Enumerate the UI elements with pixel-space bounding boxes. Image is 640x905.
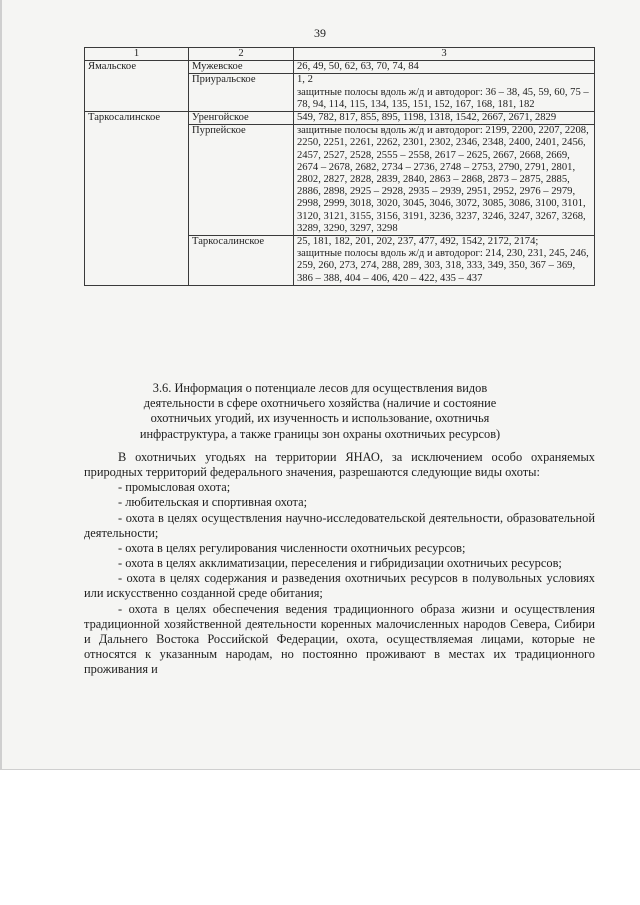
table-header-row: [85, 48, 595, 61]
quarters-cell: 26, 49, 50, 62, 63, 70, 74, 84: [294, 61, 595, 74]
quarters-cell: защитные полосы вдоль ж/д и автодорог: 2199, 2200, 2207, 2208, 2250, 2251, 2261, 2262, 2301, 2302, 2346, 2348, 2400, 2401, 2456, 2457, 2527, 2528, 2555 – 2558, 2617 – 2625, 2667, 2668, 2669, 2674 – 2678, 2682, 2734 – 2736, 2748 – 2753, 2790, 2791, 2801, 2802, 2827, 2828, 2839, 2840, 2863 – 2868, 2873 – 2875, 2885, 2886, 2898, 2925 – 2928, 2935 – 2939, 2951, 2952, 2976 – 2979, 2998, 2999, 3018, 3020, 3045, 3046, 3072, 3085, 3086, 3100, 3101, 3120, 3121, 3155, 3156, 3191, 3236, 3237, 3246, 3247, 3267, 3268, 3289, 3290, 3297, 3298: [294, 125, 595, 236]
page-number: 39: [314, 26, 326, 40]
section-heading-line: охотничьих угодий, их изученность и использование, охотничья: [150, 411, 490, 426]
quarters-cell: 549, 782, 817, 855, 895, 1198, 1318, 1542, 2667, 2671, 2829: [294, 112, 595, 125]
quarters-cell: 1, 2 защитные полосы вдоль ж/д и автодорог: 36 – 38, 45, 59, 60, 75 – 78, 94, 114, 115, 134, 135, 151, 152, 167, 168, 181, 182: [294, 74, 595, 112]
table-row: [85, 236, 595, 286]
section-heading-line: инфраструктура, а также границы зон охраны охотничьих ресурсов): [139, 426, 501, 441]
quarters-cell: 25, 181, 182, 201, 202, 237, 477, 492, 1542, 2172, 2174; защитные полосы вдоль ж/д и автодорог: 214, 230, 231, 245, 246, 259, 260, 273, 274, 288, 289, 303, 318, 333, 349, 350, 367 – 369, 386 – 388, 404 – 406, 420 – 422, 435 – 437: [294, 236, 595, 286]
district-cell: Уренгойское: [189, 112, 294, 125]
list-item: - охота в целях акклиматизации, переселения и гибридизации охотничьих ресурсов;: [118, 556, 562, 571]
district-cell: Пурпейское: [189, 125, 294, 236]
section-heading-line: 3.6. Информация о потенциале лесов для осуществления видов: [152, 381, 488, 395]
forestry-cell: [85, 236, 189, 286]
section-heading-line: деятельности в сфере охотничьего хозяйства (наличие и состояние: [143, 396, 497, 411]
district-cell: Таркосалинское: [189, 236, 294, 286]
table-row: [85, 112, 595, 125]
list-item: - любительская и спортивная охота;: [118, 495, 308, 510]
table-header-cell: 2: [189, 48, 294, 61]
table-row: [85, 61, 595, 74]
forest-quarters-table: [84, 47, 595, 286]
table-header-cell: 3: [294, 48, 595, 61]
district-cell: Мужевское: [189, 61, 294, 74]
paragraph: В охотничьих угодьях на территории ЯНАО, за исключением особо охраняемых природных территорий федерального значения, разрешаются следующие виды охоты:: [84, 450, 595, 480]
forestry-cell: [85, 125, 189, 236]
list-item: - охота в целях содержания и разведения охотничьих ресурсов в полувольных условиях или искусственно созданной среде обитания;: [84, 571, 595, 601]
section-heading: [100, 381, 540, 442]
forestry-cell: Таркосалинское: [85, 112, 189, 125]
district-cell: Приуральское: [189, 74, 294, 112]
section-body: [84, 450, 595, 677]
list-item: - промысловая охота;: [118, 480, 231, 495]
forestry-cell: Ямальское: [85, 61, 189, 74]
table-row: [85, 74, 595, 112]
table-header-cell: 1: [85, 48, 189, 61]
list-item: - охота в целях осуществления научно-исследовательской деятельности, образовательной деятельности;: [84, 510, 595, 540]
list-item: - охота в целях обеспечения ведения традиционного образа жизни и осуществления традиционной хозяйственной деятельности коренных малочисленных народов Севера, Сибири и Дальнего Востока Российской Федерации, охота, осуществляемая лицами, которые не относятся к указанным народам, но постоянно проживают в местах их традиционного проживания и: [84, 601, 595, 677]
table-row: [85, 125, 595, 236]
list-item: - охота в целях регулирования численности охотничьих ресурсов;: [118, 540, 466, 555]
forestry-cell: [85, 74, 189, 112]
